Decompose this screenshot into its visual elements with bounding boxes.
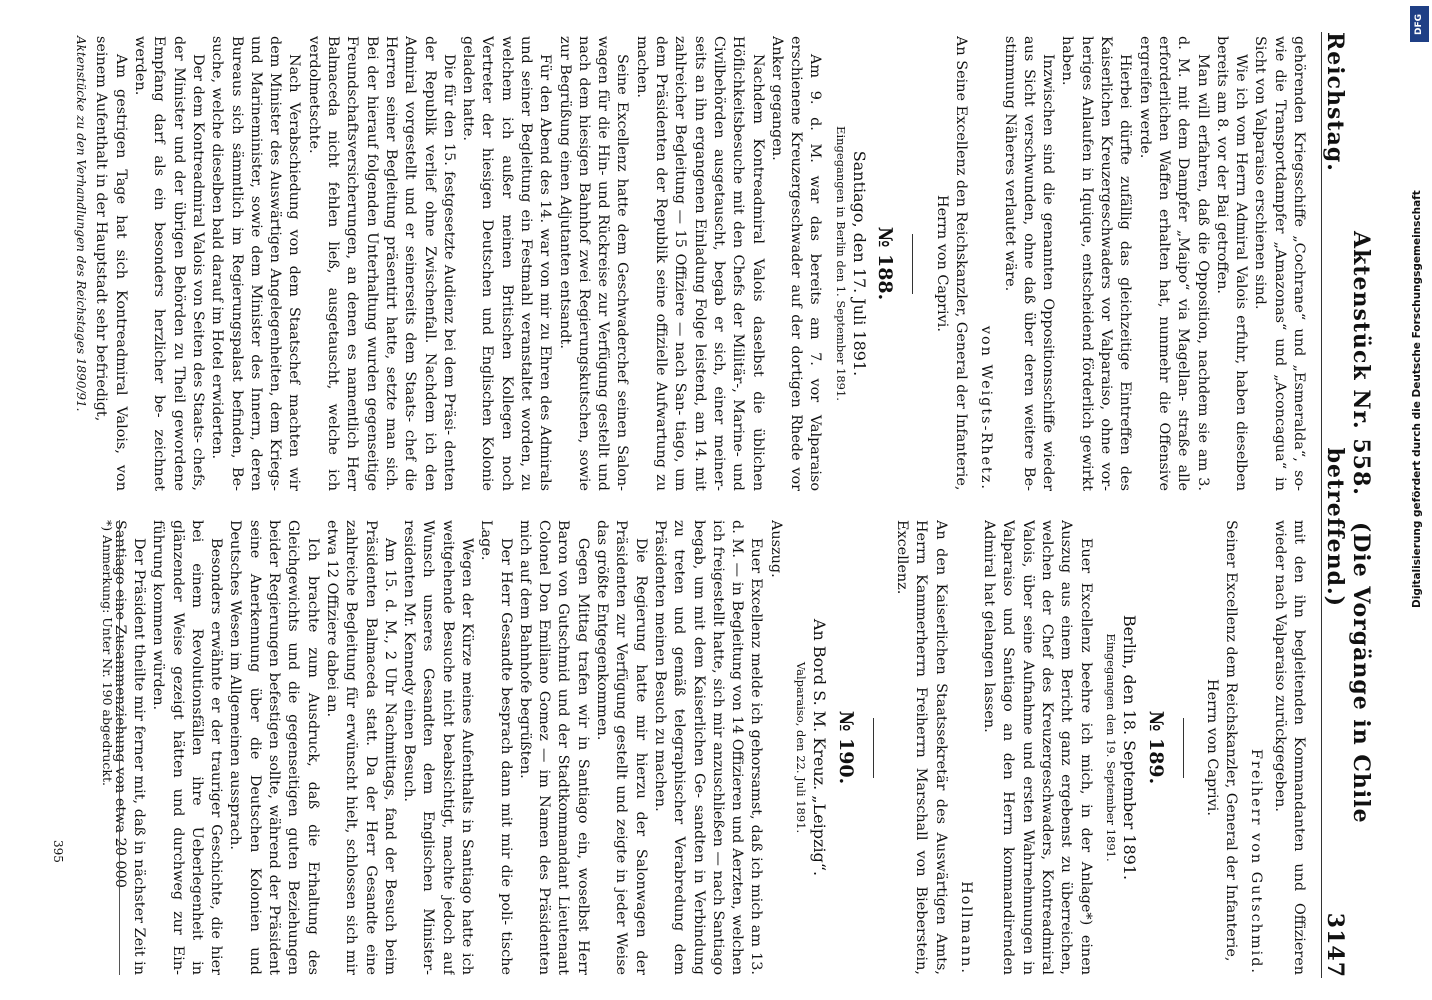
addressee-name: Herrn von Caprivi. xyxy=(933,195,950,332)
footnote: *) Anmerkung: Unter Nr. 190 abgedruckt. xyxy=(100,520,120,975)
paragraph: Die Regierung hatte mir hierzu der Salonwagen der Präsidenten zur Verfügung gestellt und zeigte in jeder Weise das größte Entgegenkommen. xyxy=(594,520,649,975)
received-note: Eingegangen den 19. September 1891. xyxy=(1103,633,1118,862)
divider xyxy=(912,234,913,294)
page-footer: Aktenstücke zu den Verhandlungen des Reichstages 1890/91. xyxy=(74,36,88,412)
document-place: An Bord S. M. Kreuz. „Leipzig“. xyxy=(810,618,830,877)
digitization-sidebar xyxy=(1408,0,1432,1000)
addressee: Seiner Excellenz dem Reichskanzler, General der Infanterie, xyxy=(1223,520,1240,962)
received-note: Eingegangen in Berlin den 1. September 1891. xyxy=(833,126,848,401)
paragraph: Am 9. d. M. war das bereits am 7. vor Valparaiso erschienene Kreuzergeschwader auf der dortigen Rhede vor Anker gegangen. xyxy=(768,36,824,491)
paragraph: Wie ich vom Herrn Admiral Valois erfuhr, haben dieselben bereits am 8. vor der Bai getroffen. xyxy=(1213,36,1250,491)
paragraph: Nachdem Kontreadmiral Valois daselbst die üblichen Höflichkeitsbesuche mit den Chefs der Militär-, Marine- und Civilbehörden ausgetauscht, begab er sich, einer meiner- seits an ihn ergangenen Einladung Folge leistend, am 14. mit zahlreicher Begleitung — 15 Offiziere — nach San- tiago, um dem Präsidenten der Republik seine offizielle Aufwartung zu machen. xyxy=(633,36,766,491)
extract-label: Auszug. xyxy=(767,520,784,578)
paragraph: Wegen der Kürze meines Aufenthalts in Santiago hatte ich weitgehende Besuche nicht beabsichtigt, machte jedoch auf Wunsch unseres Gesandten dem Englischen Minister- residenten Mr. Kennedy einen Besuch. xyxy=(401,520,476,975)
paragraph: Der Präsident theilte mir ferner mit, daß in nächster Zeit in Santiago eine Zusammenziehung von etwa 20 000 xyxy=(111,520,147,975)
document-number: № 190. xyxy=(834,710,857,785)
document-number: № 189. xyxy=(1144,710,1167,785)
signature: Freiherr von Gutschmid. xyxy=(1248,748,1265,975)
paragraph: gehörenden Kriegsschiffe „Cochrane“ und „Esmeralda“, so- wie die Transportdampfer „Amazonas“ und „Aconcagua“ in Sicht von Valparaiso erschienen sind. xyxy=(1252,36,1307,491)
paragraph: Euer Excellenz melde ich gehorsamst, daß ich mich am 13. d. M. — in Begleitung von 14 Offizieren und Aerzten, welchen ich freigestellt hatte, sich mir anzuschließen — nach Santiago begab, um mit dem Kaiserlichen Ge- sandten in Verbindung zu treten und gemäß telegraphischer Verabredung dem Präsidenten meinen Besuch zu machen. xyxy=(651,520,765,975)
page-number: 3147 xyxy=(1322,912,1348,978)
paragraph: Ich brachte zum Ausdruck, daß die Erhaltung des Gleichgewichts und die gegenseitigen guten Beziehungen beider Regierungen befestigen sollte, während der Präsident seine Anerkennung über die Deutschen Kolonien und Deutsches Wesen im Allgemeinen aussprach. xyxy=(227,520,321,975)
digitization-credit: Digitalisierung gefördert durch die Deutsche Forschungsgemeinschaft xyxy=(1411,190,1423,608)
paragraph: Nach Verabschiedung von dem Staatschef machten wir dem Minister des Auswärtigen Angelegenheiten, dem Kriegs- und Marineminister, sowie dem Minister des Innern, deren Bureaus sich sämmtlich im Regierungspalast befinden, Be- suche, welche dieselben bald darauf im Hotel erwiderten. xyxy=(209,36,303,491)
page-header xyxy=(1321,32,1374,978)
paragraph: Besonders erwähnte er der trauriger Geschichte, die hier bei einem Revolutionsfällen ihre Ueberlegenheit in glänzender Weise gezeigt hätten und durchweg zur Ein- führung kommen würden. xyxy=(150,520,225,975)
document-date: Santiago, den 17. Juli 1891. xyxy=(850,150,870,377)
addressee-name: Herrn von Caprivi. xyxy=(1203,679,1220,816)
signature: von Weigts-Rhetz. xyxy=(978,325,995,491)
divider xyxy=(873,718,874,778)
header-left: Reichstag. xyxy=(1322,32,1348,172)
paragraph: Die für den 15. festgesetzte Audienz bei dem Präsi- denten der Republik verlief ohne Zwischenfall. Nachdem ich den Admiral vorgestellt und er seinerseits dem Staats- chef die Herren seiner Begleitung präsentirt hatte, setzte man sich. Bei der hierauf folgenden Unterhaltung wurden gegenseitige Freundschaftsversicherungen, an denen es namentlich Herr Balmaceda nicht fehlen ließ, ausgetauscht, welche ich verdolmetschte. xyxy=(305,36,457,491)
paragraph: Am gestrigen Tage hat sich Kontreadmiral Valois, von seinem Aufenthalt in der Hauptstadt sehr befriedigt, xyxy=(93,36,129,491)
paragraph: Gegen Mittag trafen wir in Santiago ein, woselbst Herr Baron von Gutschmid und der Stadtkommandant Lieutenant Colonel Don Emiliano Gomez — im Namen des Präsidenten mich auf dem Bahnhofe begrüßten. xyxy=(516,520,591,975)
addressee: An Seine Excellenz den Reichskanzler, General der Infanterie, xyxy=(952,36,969,491)
addressee: An den Kaiserlichen Staatssekretär des Auswärtigen Amts, Herrn Kammerherrn Freiherrn Marschall von Bieberstein, Excellenz. xyxy=(893,520,949,975)
document-place-date: Valparaiso, den 22. Juli 1891. xyxy=(794,661,809,834)
left-column xyxy=(78,36,1308,491)
paragraph: Am 15. d. M., 2 Uhr Nachmittags, fand der Besuch beim Präsidenten Balmaceda statt. Da der Herr Gesandte eine zahlreiche Begleitung für erwünscht hielt, schlossen sich mir etwa 12 Offiziere dabei an. xyxy=(323,520,398,975)
paragraph: Man will erfahren, daß die Opposition, nachdem sie am 3. d. M. mit dem Dampfer „Maipo“ via Magellan- straße alle erforderlichen Waffen erhalten hat, nunmehr die Offensive ergreifen werde. xyxy=(1136,36,1211,491)
signature: Hollmann. xyxy=(957,881,974,975)
paragraph: Für den Abend des 14. war von mir zu Ehren des Admirals und seiner Begleitung ein Festmahl veranstaltet worden, zu welchem ich außer meinen Britischen Kollegen noch Vertreter der hiesigen Deutschen und Englischen Kolonie geladen hatte. xyxy=(460,36,554,491)
paragraph: Seine Excellenz hatte dem Geschwaderchef seinen Salon- wagen für die Hin- und Rückreise zur Verfügung gestellt und nach dem hiesigen Bahnhof zwei Regierungskutschen, sowie zur Begrüßung einen Adjutanten entsandt. xyxy=(556,36,631,491)
document-date: Berlin, den 18. September 1891. xyxy=(1120,614,1140,881)
paragraph: Der dem Kontreadmiral Valois von Seiten des Staats- chefs, der Minister und der übrigen Behörden zu Theil gewordene Empfang darf als ein besonders herzlicher be- zeichnet werden. xyxy=(132,36,206,491)
page-mark: 395 xyxy=(51,840,65,863)
paragraph: mit den ihn begleitenden Kommandanten und Offizieren wieder nach Valparaiso zurückgegeben. xyxy=(1271,520,1307,975)
divider xyxy=(1183,718,1184,778)
right-column xyxy=(78,520,1308,975)
paragraph: Der Herr Gesandte besprach dann mit mir die poli- tische Lage. xyxy=(478,520,514,975)
paragraph: Inzwischen sind die genannten Oppositionsschiffe wieder aus Sicht verschwunden, ohne daß über deren weitere Be- stimmung Näheres verlautet wäre. xyxy=(1001,36,1057,491)
paragraph: Euer Excellenz beehre ich mich, in der Anlage*) einen Auszug aus einem Bericht ganz ergebenst zu überreichen, welchen der Chef des Kreuzergeschwaders, Kontreadmiral Valois, über seine Aufnahme und ersten Wahrnehmungen in Valparaiso und Santiago an den Herrn kommandirenden Admiral hat gelangen lassen. xyxy=(981,520,1094,975)
header-subject: (Die Vorgänge in Chile betreffend.) xyxy=(1322,447,1374,824)
header-document-number xyxy=(1322,172,1374,883)
dfg-logo-icon: DFG xyxy=(1410,6,1429,42)
paragraph: Hierbei dürfte zufällig das gleichzeitige Eintreffen des Kaiserlichen Kreuzergeschwaders vor Valparaiso, ohne vor- heriges Anlaufen in Iquique, entscheidend förderlich gewirkt haben. xyxy=(1059,36,1134,491)
document-number: № 188. xyxy=(874,226,897,301)
header-center: Aktenstück Nr. 558. xyxy=(1348,231,1374,496)
